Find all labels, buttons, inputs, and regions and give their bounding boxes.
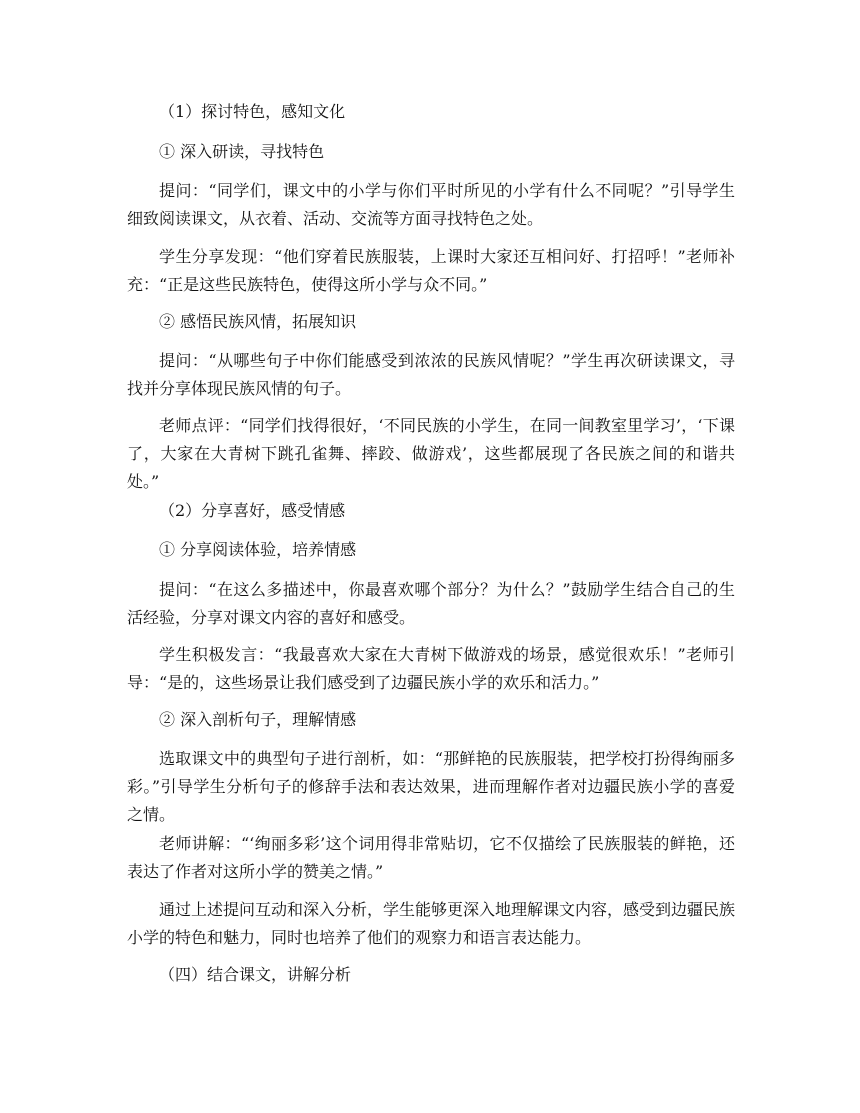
paragraph-student-share-1: 学生分享发现：“他们穿着民族服装，上课时大家还互相问好、打招呼！”老师补充：“正是这些民族特色，使得这所小学与众不同。” (127, 247, 735, 294)
subheading-2-1: ① 分享阅读体验，培养情感 (159, 540, 357, 559)
subheading-1-2: ② 感悟民族风情，拓展知识 (159, 312, 357, 331)
section-heading-4: （四）结合课文，讲解分析 (159, 965, 352, 984)
paragraph-question-1: 提问：“同学们，课文中的小学与你们平时所见的小学有什么不同呢？”引导学生细致阅读课文，从衣着、活动、交流等方面寻找特色之处。 (127, 181, 735, 228)
section-heading-1: （1）探讨特色，感知文化 (159, 102, 346, 121)
paragraph-question-3: 提问：“在这么多描述中，你最喜欢哪个部分？为什么？”鼓励学生结合自己的生活经验，分享对课文内容的喜好和感受。 (127, 580, 735, 627)
paragraph-teacher-comment-1: 老师点评：“同学们找得很好，‘不同民族的小学生，在同一间教室里学习’，‘下课了，大家在大青树下跳孔雀舞、摔跤、做游戏’，这些都展现了各民族之间的和谐共处。” (127, 416, 735, 491)
paragraph-teacher-explanation: 老师讲解：“‘绚丽多彩’这个词用得非常贴切，它不仅描绘了民族服装的鲜艳，还表达了作者对这所小学的赞美之情。” (127, 834, 735, 881)
paragraph-sentence-analysis: 选取课文中的典型句子进行剖析，如：“那鲜艳的民族服装，把学校打扮得绚丽多彩。”引导学生分析句子的修辞手法和表达效果，进而理解作者对边疆民族小学的喜爱之情。 (127, 749, 735, 824)
subheading-1-1: ① 深入研读，寻找特色 (159, 142, 325, 161)
paragraph-question-2: 提问：“从哪些句子中你们能感受到浓浓的民族风情呢？”学生再次研读课文，寻找并分享体现民族风情的句子。 (127, 351, 735, 398)
paragraph-summary: 通过上述提问互动和深入分析，学生能够更深入地理解课文内容，感受到边疆民族小学的特色和魅力，同时也培养了他们的观察力和语言表达能力。 (127, 900, 736, 947)
subheading-2-2: ② 深入剖析句子，理解情感 (159, 710, 357, 729)
section-heading-2: （2）分享喜好，感受情感 (159, 501, 346, 520)
paragraph-student-share-2: 学生积极发言：“我最喜欢大家在大青树下做游戏的场景，感觉很欢乐！”老师引导：“是的，这些场景让我们感受到了边疆民族小学的欢乐和活力。” (127, 645, 735, 692)
